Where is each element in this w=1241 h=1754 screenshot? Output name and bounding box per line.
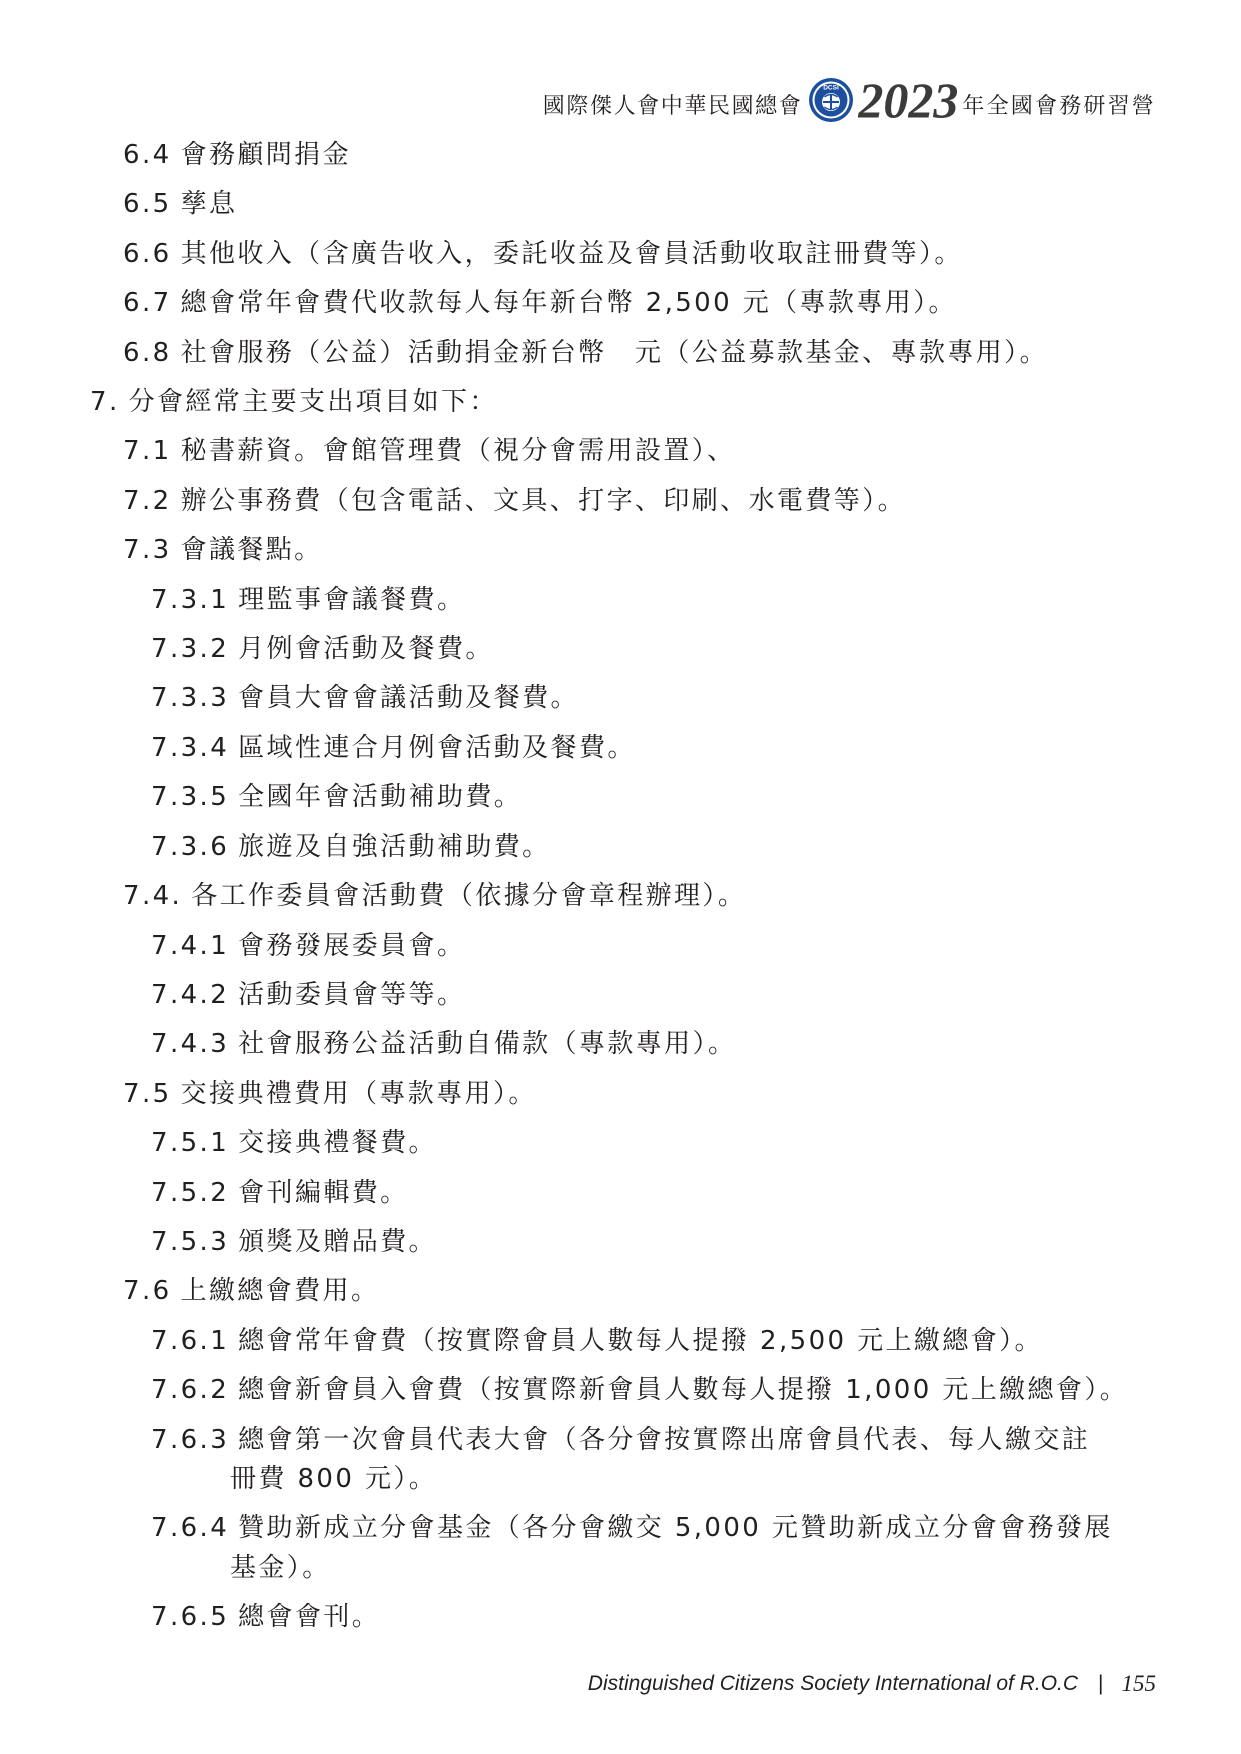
header-org-name: 國際傑人會中華民國總會 <box>542 93 803 119</box>
list-item <box>0 922 1241 971</box>
footer-org-name: Distinguished Citizens Society International of R.O.C <box>587 1672 1079 1695</box>
item-number: 6.7 <box>123 288 172 319</box>
page-number: 155 <box>1121 1671 1156 1696</box>
item-number: 7.2 <box>123 485 172 516</box>
dcsi-logo-icon <box>808 77 854 123</box>
item-number: 7.3.2 <box>151 634 230 665</box>
item-number: 7.3.4 <box>151 732 230 763</box>
item-text: 理監事會議餐費。 <box>238 584 466 615</box>
item-number: 7.4.1 <box>151 930 230 961</box>
item-text: 上繳總會費用。 <box>180 1276 380 1307</box>
list-item <box>0 1119 1241 1168</box>
item-number: 7.5 <box>123 1078 172 1109</box>
item-text: 辦公事務費（包含電話、文具、打字、印刷、水電費等）。 <box>180 485 906 516</box>
list-item <box>0 1218 1241 1267</box>
item-text: 社會服務公益活動自備款（專款專用）。 <box>238 1029 737 1060</box>
list-item <box>0 1416 1241 1505</box>
item-number: 7.3.6 <box>151 831 230 862</box>
item-text: 月例會活動及餐費。 <box>238 634 494 665</box>
item-text: 會議餐點。 <box>180 535 323 566</box>
item-number: 7.5.1 <box>151 1128 230 1159</box>
list-item <box>0 180 1241 229</box>
item-number: 7.1 <box>123 436 172 467</box>
item-number: 7.6.4 <box>151 1513 230 1544</box>
list-item <box>0 674 1241 723</box>
item-text: 分會經常主要支出項目如下： <box>128 387 498 418</box>
item-number: 7.4.3 <box>151 1029 230 1060</box>
item-text-continued: 冊費 800 元）。 <box>230 1463 438 1494</box>
item-text: 總會會刊。 <box>238 1602 381 1633</box>
item-number: 7.6.1 <box>151 1325 230 1356</box>
item-number: 7.6.2 <box>151 1375 230 1406</box>
list-item <box>0 823 1241 872</box>
list-item <box>0 477 1241 526</box>
page-footer <box>588 1668 1156 1700</box>
header-event-title: 年全國會務研習營 <box>962 93 1156 119</box>
item-number: 7.6.3 <box>151 1424 230 1455</box>
item-text: 會務發展委員會。 <box>238 930 466 961</box>
item-number: 6.8 <box>123 337 172 368</box>
list-item <box>0 279 1241 328</box>
list-item <box>0 1593 1241 1642</box>
list-item <box>0 1020 1241 1069</box>
item-text: 秘書薪資。會館管理費（視分會需用設置）、 <box>180 436 736 467</box>
item-text-continued: 基金）。 <box>230 1552 331 1583</box>
item-number: 7.3 <box>123 535 172 566</box>
item-text: 區域性連合月例會活動及餐費。 <box>238 732 636 763</box>
logo-text: DCSI <box>823 84 840 92</box>
item-text: 總會第一次會員代表大會（各分會按實際出席會員代表、每人繳交註 <box>238 1424 1091 1455</box>
item-text: 會員大會會議活動及餐費。 <box>238 683 579 714</box>
list-item <box>0 1267 1241 1316</box>
item-number: 7.3.1 <box>151 584 230 615</box>
list-item <box>0 1317 1241 1366</box>
item-text: 活動委員會等等。 <box>238 979 466 1010</box>
item-text: 孳息 <box>180 189 238 220</box>
list-item <box>0 526 1241 575</box>
list-item <box>0 131 1241 180</box>
item-text: 總會新會員入會費（按實際新會員人數每人提撥 1,000 元上繳總會）。 <box>238 1375 1129 1406</box>
list-item <box>0 230 1241 279</box>
item-text: 會刊編輯費。 <box>238 1177 409 1208</box>
list-item <box>0 971 1241 1020</box>
footer-separator: | <box>1098 1672 1104 1695</box>
section-heading <box>0 378 1241 427</box>
item-number: 6.6 <box>123 238 172 269</box>
item-text: 交接典禮費用（專款專用）。 <box>180 1078 537 1109</box>
item-number: 7.3.5 <box>151 782 230 813</box>
item-text: 其他收入（含廣告收入，委託收益及會員活動收取註冊費等）。 <box>180 238 963 269</box>
list-item <box>0 625 1241 674</box>
list-item <box>0 1169 1241 1218</box>
list-item <box>0 1504 1241 1593</box>
item-number: 7.5.2 <box>151 1177 230 1208</box>
item-number: 7. <box>90 387 120 418</box>
page-header <box>543 72 1156 128</box>
list-item <box>0 1366 1241 1415</box>
item-number: 6.4 <box>123 140 172 170</box>
list-item <box>0 872 1241 921</box>
list-item <box>0 427 1241 476</box>
item-text: 社會服務（公益）活動捐金新台幣 元（公益募款基金、專款專用）。 <box>180 337 1048 368</box>
item-text: 頒獎及贈品費。 <box>238 1226 437 1257</box>
item-number: 7.4. <box>123 881 183 912</box>
item-number: 7.3.3 <box>151 683 230 714</box>
list-item <box>0 329 1241 378</box>
item-text: 會務顧問捐金 <box>180 140 351 170</box>
list-item <box>0 724 1241 773</box>
item-number: 7.6 <box>123 1276 172 1307</box>
item-text: 旅遊及自強活動補助費。 <box>238 831 551 862</box>
item-text: 總會常年會費（按實際會員人數每人提撥 2,500 元上繳總會）。 <box>238 1325 1043 1356</box>
item-number: 7.4.2 <box>151 979 230 1010</box>
list-item <box>0 773 1241 822</box>
item-text: 贊助新成立分會基金（各分會繳交 5,000 元贊助新成立分會會務發展 <box>238 1513 1113 1544</box>
header-year: 2023 <box>858 72 959 128</box>
document-body <box>0 131 1241 1643</box>
item-number: 6.5 <box>123 189 172 220</box>
item-text: 各工作委員會活動費（依據分會章程辦理）。 <box>191 881 747 912</box>
list-item <box>0 1070 1241 1119</box>
list-item <box>0 576 1241 625</box>
item-number: 7.5.3 <box>151 1226 230 1257</box>
item-text: 交接典禮餐費。 <box>238 1128 437 1159</box>
item-text: 全國年會活動補助費。 <box>238 782 523 813</box>
item-text: 總會常年會費代收款每人每年新台幣 2,500 元（專款專用）。 <box>180 288 957 319</box>
item-number: 7.6.5 <box>151 1602 230 1633</box>
